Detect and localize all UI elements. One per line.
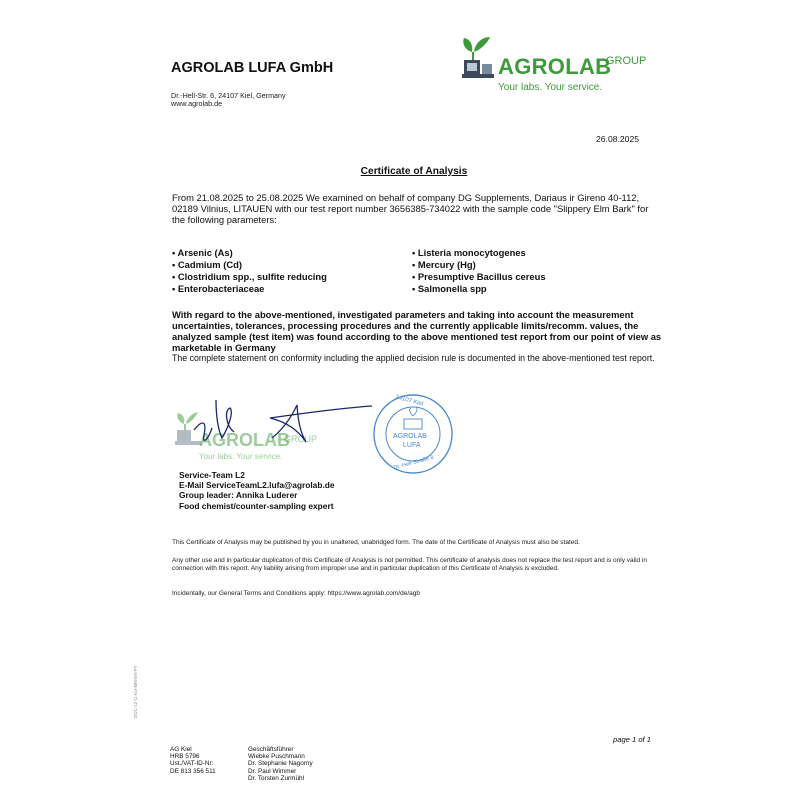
company-address: [171, 92, 286, 109]
parameter-list: [172, 247, 662, 295]
footer-line: HRB 5796: [170, 753, 200, 761]
footer-line: Geschäftsführer: [248, 746, 294, 753]
stamp-line-1: AGROLAB: [393, 433, 427, 440]
address-street: Dr.-Hell-Str. 6, 24107 Kiel, Germany: [171, 91, 286, 100]
page-number: page 1 of 1: [613, 735, 652, 744]
stamp-line-2: LUFA: [403, 442, 421, 449]
stamp-top-text: 24107 Kiel: [394, 394, 424, 408]
watermark-tagline: Your labs. Your service.: [199, 452, 283, 461]
agrolab-logo: [460, 34, 660, 96]
parameter-item: • Salmonella spp: [412, 283, 652, 295]
fine-print-publication: This Certificate of Analysis may be published by you in unaltered, unabridged form. The date of the Certificate of Analysis must also be stated.: [172, 539, 580, 546]
footer-registration: [170, 746, 216, 775]
footer-line: Ust./VAT-ID-Nr:: [170, 760, 214, 768]
logo-group: GROUP: [606, 55, 647, 67]
parameter-item: • Presumptive Bacillus cereus: [412, 271, 652, 283]
footer-line: DE 813 356 511: [170, 767, 216, 775]
parameter-item: • Arsenic (As): [172, 247, 412, 259]
watermark-name: AGROLAB: [199, 430, 290, 450]
team-leader: Group leader: Annika Luderer: [179, 490, 298, 501]
conformity-statement: The complete statement on conformity including the applied decision rule is documented in the above-mentioned test report.: [172, 353, 655, 363]
logo-tagline: Your labs. Your service.: [498, 82, 603, 93]
service-team-contact: [179, 470, 335, 511]
footer-line: AG Kiel: [170, 746, 192, 753]
parameter-item: • Enterobacteriaceae: [172, 283, 412, 295]
team-role: Food chemist/counter-sampling expert: [179, 500, 334, 511]
document-side-code: DOC-12-(1-KU-MM-EN-PY: [133, 665, 138, 718]
footer-management: [248, 746, 313, 782]
parameter-item: • Mercury (Hg): [412, 259, 652, 271]
footer-line: Dr. Paul Wimmer: [248, 767, 297, 775]
conclusion-paragraph: With regard to the above-mentioned, investigated parameters and taking into account the measurement uncertainties, tolerances, processing procedures and the currently applicable limits/recomm. values, the analyzed sample (test item) was found according to the above mentioned test report from our point of view as marketable in Germany: [172, 309, 662, 353]
official-stamp: [371, 392, 455, 476]
fine-print-duplication: Any other use and in particular duplication of this Certificate of Analysis is not permitted. This certificate of analysis does not replace the test report and is only valid in connection with this report. Any liability arising from improper use and in particular duplication of this Certificate of Analysis is excluded.: [172, 557, 647, 572]
parameter-item: • Listeria monocytogenes: [412, 247, 652, 259]
document-date: 26.08.2025: [596, 134, 640, 144]
parameter-item: • Clostridium spp., sulfite reducing: [172, 271, 412, 283]
footer-line: Dr. Stephanie Nagorny: [248, 760, 313, 768]
footer-line: Dr. Torsten Zurmühl: [248, 774, 304, 782]
parameter-item: • Cadmium (Cd): [172, 259, 412, 271]
fine-print-terms: Incidentally, our General Terms and Conditions apply: https://www.agrolab.com/de/agb: [172, 590, 420, 597]
team-email: E-Mail ServiceTeamL2.lufa@agrolab.de: [179, 480, 335, 491]
intro-paragraph: From 21.08.2025 to 25.08.2025 We examined on behalf of company DG Supplements, Dariaus ir Gireno 40-112, 02189 Vilnius, LITAUEN with our test report number 3656385-734022 with the sample code "Slippery Elm Bark" for the following parameters:: [172, 192, 649, 225]
team-name: Service-Team L2: [179, 470, 245, 480]
company-website: www.agrolab.de: [171, 99, 223, 109]
company-name: AGROLAB LUFA GmbH: [171, 60, 334, 76]
watermark-group: GROUP: [284, 434, 318, 444]
footer-line: Wiebke Puschmann: [248, 753, 305, 761]
lab-icon: [460, 34, 496, 80]
logo-wordmark: AGROLAB: [498, 54, 612, 79]
stamp-bottom-text: Dr.-Hell-Straße 6: [392, 454, 435, 472]
document-title: Certificate of Analysis: [360, 166, 468, 177]
